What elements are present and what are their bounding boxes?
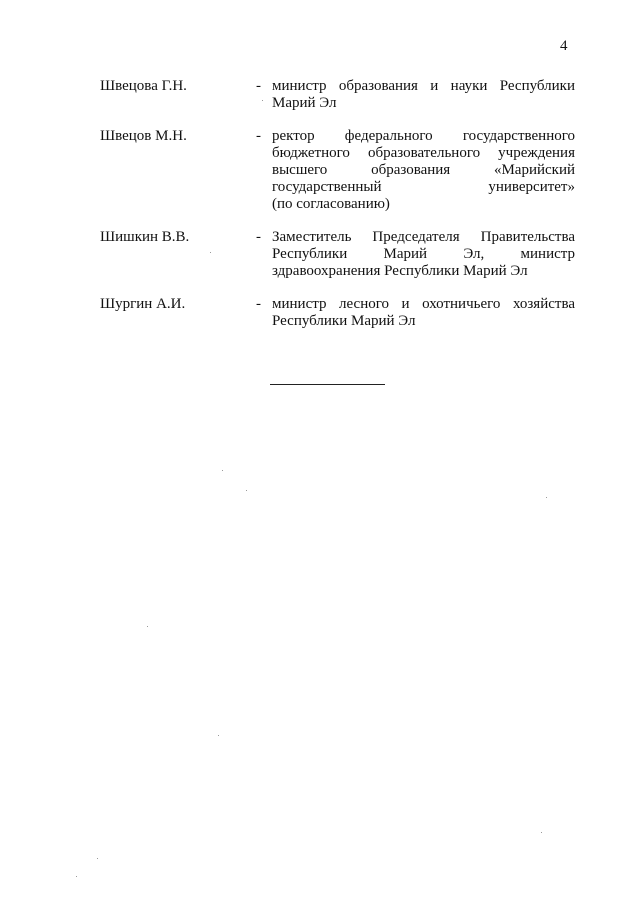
scan-speck xyxy=(262,100,263,101)
scan-speck xyxy=(97,858,98,859)
member-name: Швецов М.Н. xyxy=(100,128,187,144)
scan-speck xyxy=(246,490,247,491)
role-line: высшего образования «Марийский xyxy=(272,162,575,178)
member-role xyxy=(272,78,575,112)
role-line: Республики Марий Эл, министр xyxy=(272,246,575,262)
role-line: государственный университет» xyxy=(272,179,575,195)
role-line: Марий Эл xyxy=(272,95,337,111)
scan-speck xyxy=(222,470,223,471)
scan-speck xyxy=(76,876,77,877)
member-dash: - xyxy=(256,296,261,312)
role-line: бюджетного образовательного учреждения xyxy=(272,145,575,161)
scan-speck xyxy=(546,497,547,498)
member-dash: - xyxy=(256,78,261,94)
role-line: Республики Марий Эл xyxy=(272,313,416,329)
member-entry xyxy=(0,296,640,330)
member-dash: - xyxy=(256,128,261,144)
member-list xyxy=(0,78,640,346)
end-separator-line xyxy=(270,384,385,385)
member-entry xyxy=(0,128,640,213)
scan-speck xyxy=(210,252,211,253)
member-entry xyxy=(0,229,640,280)
member-role xyxy=(272,229,575,280)
member-role xyxy=(272,296,575,330)
member-name: Шургин А.И. xyxy=(100,296,186,312)
scan-speck xyxy=(147,626,148,627)
member-name: Шишкин В.В. xyxy=(100,229,190,245)
page-number: 4 xyxy=(560,38,568,54)
member-name: Швецова Г.Н. xyxy=(100,78,187,94)
scan-speck xyxy=(541,832,542,833)
role-line: здравоохранения Республики Марий Эл xyxy=(272,263,528,279)
role-line: (по согласованию) xyxy=(272,196,390,212)
role-line: Заместитель Председателя Правительства xyxy=(272,229,575,245)
role-line: ректор федерального государственного xyxy=(272,128,575,144)
member-role xyxy=(272,128,575,213)
role-line: министр образования и науки Республики xyxy=(272,78,575,94)
role-line: министр лесного и охотничьего хозяйства xyxy=(272,296,575,312)
scan-speck xyxy=(218,735,219,736)
member-entry xyxy=(0,78,640,112)
member-dash: - xyxy=(256,229,261,245)
